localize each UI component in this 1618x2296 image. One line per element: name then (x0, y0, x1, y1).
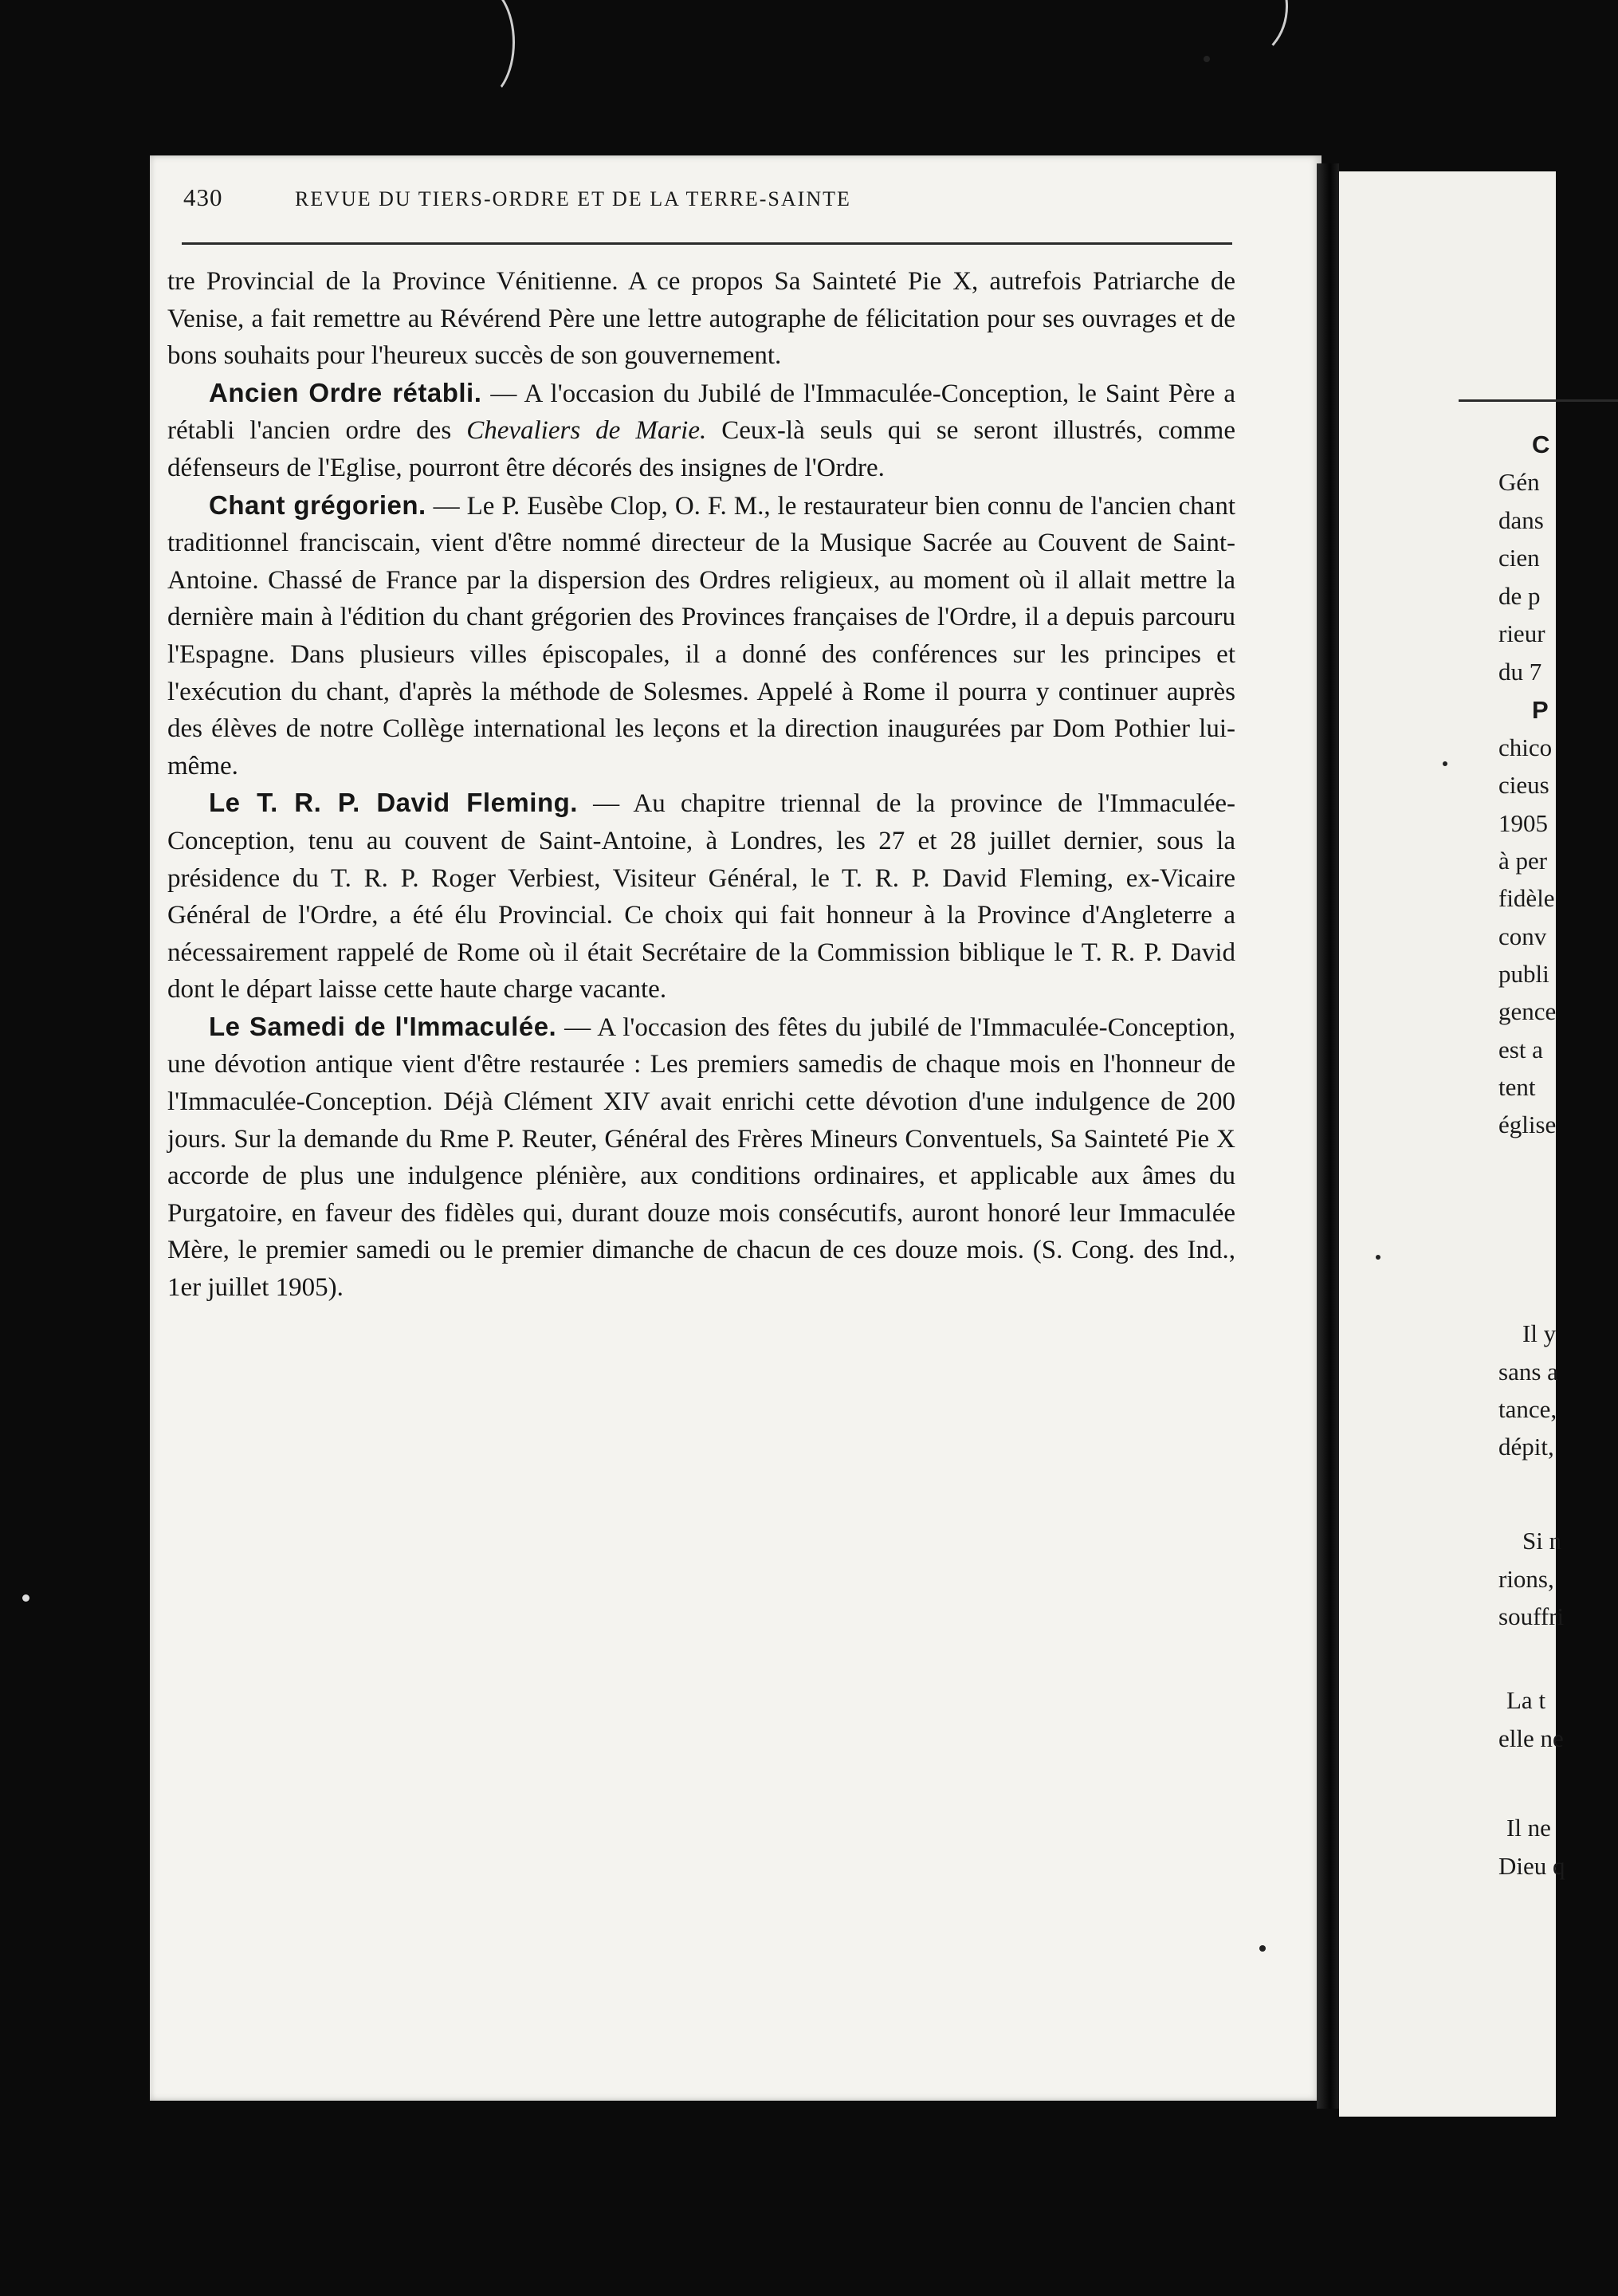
right-page-fragment: Il ne (1506, 1814, 1551, 1842)
right-page-fragment: cieus (1498, 771, 1549, 799)
section-paragraph (167, 784, 1235, 1008)
scan-artifact-curve (1196, 0, 1288, 61)
right-page-fragment: cien (1498, 544, 1540, 572)
right-page-fragment: publi (1498, 960, 1549, 988)
right-page-fragment: du 7 (1498, 658, 1542, 686)
right-page-fragment: tent (1498, 1073, 1536, 1101)
right-page-fragment: de p (1498, 582, 1541, 610)
section-italic-text: Chevaliers de Marie. (466, 416, 707, 446)
right-page-fragment: Il y (1522, 1319, 1557, 1347)
section-heading: Ancien Ordre rétabli. (209, 377, 482, 407)
right-page-fragment: chico (1498, 733, 1553, 761)
right-page-fragment: sans a (1498, 1358, 1558, 1386)
section-heading: Le Samedi de l'Immaculée. (209, 1011, 557, 1041)
right-page-fragment: Si n (1522, 1527, 1562, 1555)
right-page-fragment: à per (1498, 847, 1548, 875)
running-head: REVUE DU TIERS-ORDRE ET DE LA TERRE-SAINTE (295, 187, 851, 210)
scan-speck (1376, 1255, 1380, 1260)
right-page-fragment: C (1532, 431, 1550, 458)
right-page-rule (1459, 399, 1618, 402)
section-paragraph (167, 487, 1235, 785)
scan-speck (22, 1594, 29, 1602)
right-page-fragment: Dieu q (1498, 1852, 1565, 1880)
right-page-fragment: dans (1498, 506, 1544, 534)
right-page-fragment: est a (1498, 1036, 1543, 1063)
section-text: — A l'occasion du Jubilé de l'Immaculée-Conception, le Saint Père a rétabli l'ancien ordre des (167, 379, 1235, 446)
page-number: 430 (183, 183, 223, 211)
right-page-fragment: rions, (1498, 1565, 1554, 1593)
right-page-fragment: conv (1498, 922, 1547, 950)
right-page-fragment: P (1532, 696, 1549, 724)
scan-speck (1259, 1945, 1266, 1952)
section-heading: Le T. R. P. David Fleming. (209, 788, 578, 818)
right-page-fragment: 1905 (1498, 809, 1548, 837)
section-text: — A l'occasion des fêtes du jubilé de l'Immaculée-Conception, une dévotion antique vient d'être restaurée : Les premiers samedis de chaque mois en l'honneur de l'Immaculée-Conception. Déjà Clément XIV avait enrichi cette dévotion d'une indulgence de 200 jours. Sur la demande du Rme P. Reuter, Général des Frères Mineurs Conventuels, Sa Sainteté Pie X accorde de plus une indulgence plénière, aux conditions ordinaires, et applicable aux âmes du Purgatoire, en faveur des fidèles qui, durant douze mois consécutifs, auront honoré leur Immaculée Mère, le premier samedi ou le premier dimanche de chacun de ces douze mois. (S. Cong. des Ind., 1er juillet 1905). (167, 1012, 1236, 1303)
section-text: — Au chapitre triennal de la province de l'Immaculée-Conception, tenu au couvent de Saint-Antoine, à Londres, les 27 et 28 juillet dernier, sous la présidence du T. R. P. Roger Verbiest, Visiteur Général, le T. R. P. David Fleming, ex-Vicaire Général de l'Ordre, a été élu Provincial. Ce choix qui fait honneur à la Province d'Angleterre a nécessairement rappelé de Rome où il était Secrétaire de la Commission biblique le T. R. P. David dont le départ laisse cette haute charge vacante. (167, 789, 1235, 1005)
header-rule (182, 242, 1232, 245)
right-page-fragment: La t (1506, 1686, 1546, 1714)
right-page-fragment: dépit, (1498, 1433, 1554, 1461)
scan-speck (1204, 56, 1210, 62)
scan-artifact-curve (446, 0, 515, 100)
right-page-fragment: elle ne (1498, 1724, 1564, 1752)
right-page-fragment: rieur (1498, 619, 1545, 647)
section-paragraph (167, 1008, 1235, 1307)
right-page (1339, 171, 1565, 2117)
right-page-fragment: tance, (1498, 1395, 1557, 1423)
section-text: Ceux-là seuls qui se seront illustrés, comme défenseurs de l'Eglise, pourront être décorés des insignes de l'Ordre. (167, 416, 1235, 482)
section-paragraph (167, 375, 1235, 487)
article-body (167, 263, 1235, 1307)
opening-paragraph: tre Provincial de la Province Vénitienne. A ce propos Sa Sainteté Pie X, autrefois Patriarche de Venise, a fait remettre au Révérend Père une lettre autographe de félicitation pour ses ouvrages et de bons souhaits pour l'heureux succès de son gouvernement. (167, 267, 1235, 371)
section-text: — Le P. Eusèbe Clop, O. F. M., le restaurateur bien connu de l'ancien chant traditionnel franciscain, vient d'être nommé directeur de la Musique Sacrée au Couvent de Saint-Antoine. Chassé de France par la dispersion des Ordres religieux, au moment où il allait mettre la dernière main à l'édition du chant grégorien des Provinces françaises de l'Ordre, il a depuis parcouru l'Espagne. Dans plusieurs villes épiscopales, il a donné des conférences sur les principes et l'exécution du chant, d'après la méthode de Solesmes. Appelé à Rome il pourra y continuer auprès des élèves de notre Collège international les leçons et la direction inaugurées par Dom Pothier lui-même. (167, 491, 1235, 780)
right-page-fragment: gence (1498, 997, 1557, 1025)
right-page-fragment: fidèle (1498, 884, 1555, 912)
scan-speck (1443, 761, 1447, 766)
right-page-fragment: souffri (1498, 1602, 1565, 1630)
right-page-fragment: église (1498, 1111, 1557, 1138)
section-heading: Chant grégorien. (209, 489, 426, 520)
page-header (183, 183, 1219, 215)
right-page-fragment: Gén (1498, 468, 1540, 496)
book-gutter (1317, 163, 1339, 2109)
